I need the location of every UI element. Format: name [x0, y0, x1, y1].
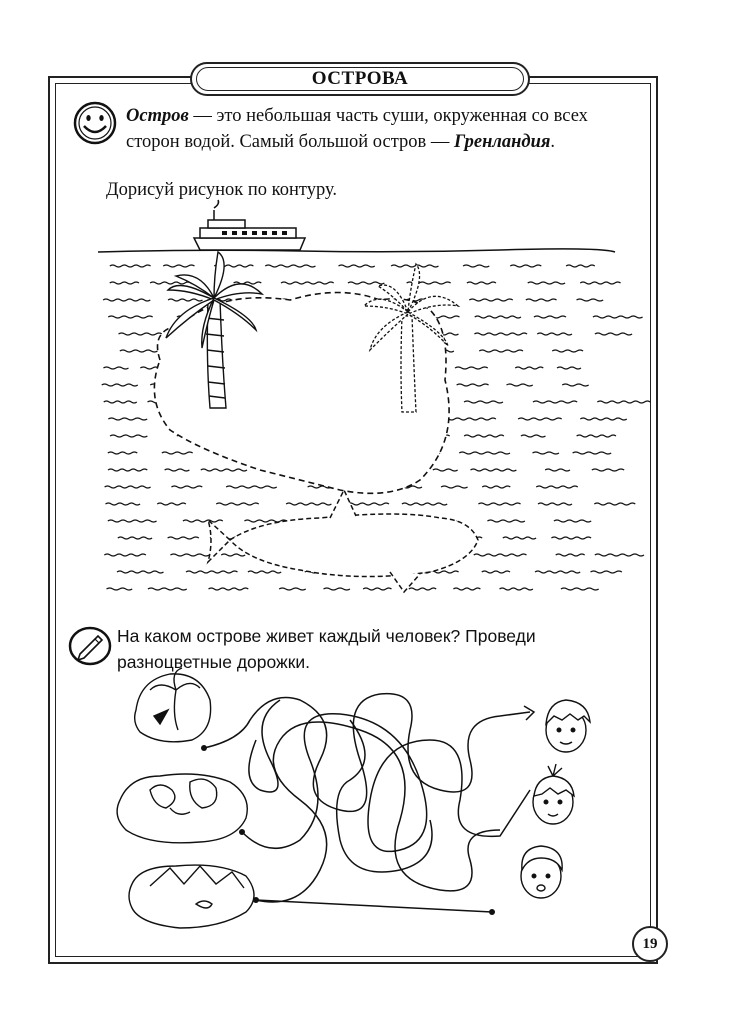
- pencil-icon: [68, 626, 112, 666]
- wave-stroke: [102, 384, 138, 386]
- wave-stroke: [433, 469, 458, 471]
- wave-stroke: [117, 571, 164, 573]
- definition-text: — это небольшая часть суши, окруженная со всех сторон водой. Самый большой остров —: [126, 106, 588, 152]
- wave-stroke: [108, 316, 153, 318]
- wave-stroke: [108, 469, 147, 471]
- wave-stroke: [279, 588, 306, 590]
- wave-stroke: [507, 384, 533, 386]
- wave-stroke: [534, 316, 566, 318]
- wave-stroke: [170, 554, 209, 556]
- wave-stroke: [459, 452, 510, 454]
- wave-stroke: [348, 503, 390, 505]
- horizon-line: [98, 249, 615, 252]
- wave-stroke: [464, 401, 503, 403]
- wave-stroke: [221, 554, 245, 556]
- wave-stroke: [577, 299, 604, 301]
- wave-stroke: [482, 486, 510, 488]
- wave-stroke: [538, 503, 572, 505]
- wave-stroke: [577, 435, 616, 437]
- ship-icon: [194, 200, 305, 250]
- intro-end: .: [550, 132, 556, 152]
- wave-stroke: [107, 588, 133, 590]
- wave-stroke: [474, 333, 527, 335]
- wave-stroke: [580, 418, 627, 420]
- wave-stroke: [108, 418, 147, 420]
- page-number: 19: [632, 926, 668, 962]
- wave-stroke: [521, 435, 546, 437]
- wave-stroke: [402, 503, 447, 505]
- wave-stroke: [106, 503, 141, 505]
- wave-stroke: [457, 384, 489, 386]
- wave-stroke: [216, 503, 259, 505]
- wave-stroke: [455, 367, 488, 369]
- wave-stroke: [591, 571, 622, 573]
- wave-stroke: [165, 469, 190, 471]
- wave-stroke: [469, 299, 513, 301]
- wave-stroke: [566, 265, 595, 267]
- wave-stroke: [573, 452, 612, 454]
- wave-stroke: [157, 503, 186, 505]
- wave-stroke: [110, 435, 147, 437]
- wave-stroke: [510, 265, 541, 267]
- child-face-icon-3: [521, 846, 562, 898]
- wave-stroke: [105, 486, 151, 488]
- wave-stroke: [592, 469, 624, 471]
- wave-stroke: [482, 571, 510, 573]
- small-island-3: [129, 865, 254, 928]
- wave-stroke: [467, 282, 496, 284]
- wave-stroke: [118, 537, 152, 539]
- wave-stroke: [443, 418, 496, 420]
- term-ostrov: Остров: [126, 106, 189, 126]
- wave-stroke: [533, 401, 577, 403]
- wave-stroke: [474, 554, 527, 556]
- wave-stroke: [391, 265, 438, 267]
- wave-stroke: [108, 452, 138, 454]
- wave-stroke: [479, 350, 523, 352]
- wave-stroke: [163, 265, 194, 267]
- wave-stroke: [441, 486, 468, 488]
- wave-stroke: [464, 435, 504, 437]
- wave-stroke: [110, 282, 139, 284]
- wave-stroke: [162, 452, 193, 454]
- wave-stroke: [595, 333, 632, 335]
- wave-stroke: [265, 265, 315, 267]
- wave-stroke: [593, 316, 643, 318]
- wave-stroke: [363, 588, 391, 590]
- wave-stroke: [562, 384, 589, 386]
- wave-stroke: [409, 588, 436, 590]
- wave-stroke: [554, 520, 591, 522]
- wave-stroke: [348, 282, 385, 284]
- wave-stroke: [453, 588, 480, 590]
- small-island-2: [117, 774, 247, 843]
- wave-stroke: [500, 588, 533, 590]
- wave-stroke: [286, 503, 331, 505]
- wave-stroke: [515, 367, 543, 369]
- wave-stroke: [119, 333, 169, 335]
- wave-stroke: [103, 367, 128, 369]
- wave-stroke: [518, 418, 562, 420]
- wave-stroke: [487, 520, 525, 522]
- wave-stroke: [597, 401, 650, 403]
- wave-stroke: [171, 486, 202, 488]
- wave-stroke: [281, 282, 334, 284]
- wave-stroke: [108, 520, 157, 522]
- wave-stroke: [551, 537, 591, 539]
- wave-stroke: [526, 299, 557, 301]
- wave-stroke: [209, 588, 249, 590]
- wave-stroke: [475, 316, 521, 318]
- wave-stroke: [545, 469, 570, 471]
- wave-stroke: [537, 333, 572, 335]
- term-greenland: Гренландия: [454, 132, 551, 152]
- wave-stroke: [503, 537, 536, 539]
- wave-stroke: [110, 265, 151, 267]
- wave-stroke: [324, 588, 351, 590]
- wave-stroke: [201, 469, 247, 471]
- wave-stroke: [186, 571, 238, 573]
- task-2-instruction: На каком острове живет каждый человек? Проведи разноцветные дорожки.: [117, 626, 536, 672]
- wave-stroke: [104, 554, 146, 556]
- wave-stroke: [244, 520, 286, 522]
- page-title: ОСТРОВА: [196, 67, 524, 91]
- wave-stroke: [478, 503, 520, 505]
- wave-stroke: [471, 469, 517, 471]
- wave-stroke: [120, 350, 158, 352]
- wave-stroke: [226, 486, 277, 488]
- wave-stroke: [561, 588, 599, 590]
- wave-stroke: [148, 588, 187, 590]
- wave-stroke: [595, 554, 644, 556]
- wave-stroke: [463, 265, 489, 267]
- wave-stroke: [533, 452, 560, 454]
- wave-stroke: [594, 503, 635, 505]
- maze-paths: [204, 694, 530, 912]
- child-face-icon-2: [533, 764, 574, 824]
- wave-stroke: [248, 571, 281, 573]
- wave-stroke: [552, 350, 583, 352]
- child-face-icon: [546, 700, 590, 752]
- wave-stroke: [536, 486, 578, 488]
- small-island-1: [135, 668, 211, 742]
- wave-stroke: [535, 571, 580, 573]
- wave-stroke: [103, 299, 150, 301]
- wave-stroke: [556, 554, 585, 556]
- wave-stroke: [104, 401, 137, 403]
- wave-stroke: [183, 520, 223, 522]
- wave-stroke: [557, 367, 581, 369]
- wave-stroke: [168, 299, 203, 301]
- wave-stroke: [339, 265, 375, 267]
- wave-stroke: [168, 537, 199, 539]
- wave-stroke: [528, 282, 565, 284]
- task-1-instruction: Дорисуй рисунок по контуру.: [106, 180, 337, 200]
- wave-stroke: [580, 282, 620, 284]
